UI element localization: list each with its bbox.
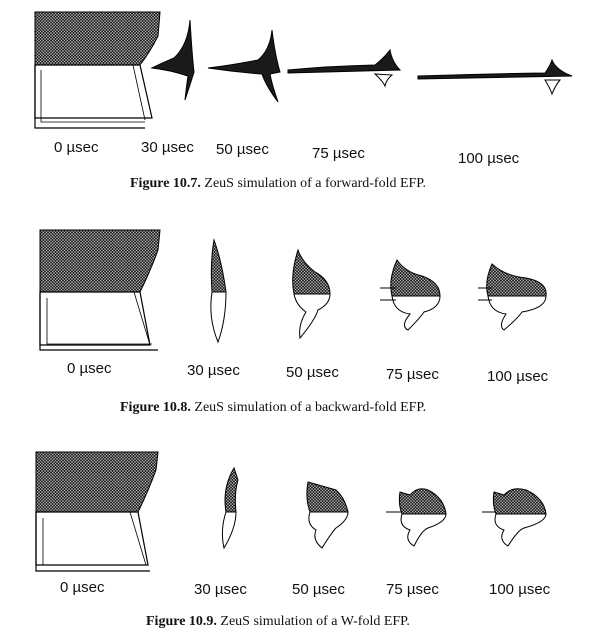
fig-10-8-time-label: 50 µsec	[286, 364, 339, 381]
fig-10-9-30us-shape	[222, 468, 238, 548]
figure-number: Figure 10.9.	[146, 614, 217, 629]
fig-10-8-time-label: 100 µsec	[487, 368, 549, 385]
fig-10-8-75us-shape	[380, 260, 440, 330]
figure-caption	[130, 176, 426, 192]
fig-10-9-time-label: 30 µsec	[194, 581, 247, 598]
fig-10-7-initial-state	[35, 12, 160, 128]
fig-10-7-50us-shape	[208, 30, 280, 102]
caption-text: ZeuS simulation of a backward-fold EFP.	[194, 400, 427, 415]
fig-10-9-time-label: 100 µsec	[489, 581, 551, 598]
fig-10-8-time-label: 75 µsec	[386, 366, 439, 383]
figure-caption	[120, 400, 426, 416]
caption-text: ZeuS simulation of a W-fold EFP.	[220, 614, 410, 629]
fig-10-9-time-label: 75 µsec	[386, 581, 439, 598]
fig-10-9-initial-state	[36, 452, 158, 571]
figure-number: Figure 10.7.	[130, 176, 201, 191]
fig-10-8-initial-state	[40, 230, 160, 350]
fig-10-7-time-label: 75 µsec	[312, 145, 365, 162]
figure-number: Figure 10.8.	[120, 400, 191, 415]
fig-10-9-time-label: 50 µsec	[292, 581, 345, 598]
fig-10-9-75us-shape	[386, 489, 446, 546]
caption-text: ZeuS simulation of a forward-fold EFP.	[204, 176, 427, 191]
fig-10-9-100us-shape	[482, 489, 546, 546]
fig-10-9-50us-shape	[307, 482, 348, 548]
fig-10-9-time-label: 0 µsec	[60, 579, 105, 596]
fig-10-7-time-label: 0 µsec	[54, 139, 99, 156]
fig-10-8-50us-shape	[293, 250, 330, 338]
fig-10-8-30us-shape	[211, 240, 226, 342]
fig-10-8-100us-shape	[478, 264, 546, 330]
fig-10-7-time-label: 100 µsec	[458, 150, 520, 167]
fig-10-7-100us-shape	[418, 60, 572, 94]
fig-10-7-time-label: 30 µsec	[141, 139, 194, 156]
fig-10-8-time-label: 0 µsec	[67, 360, 112, 377]
fig-10-7-75us-shape	[288, 50, 400, 86]
figure-caption	[146, 614, 410, 630]
fig-10-8-time-label: 30 µsec	[187, 362, 240, 379]
fig-10-7-time-label: 50 µsec	[216, 141, 269, 158]
